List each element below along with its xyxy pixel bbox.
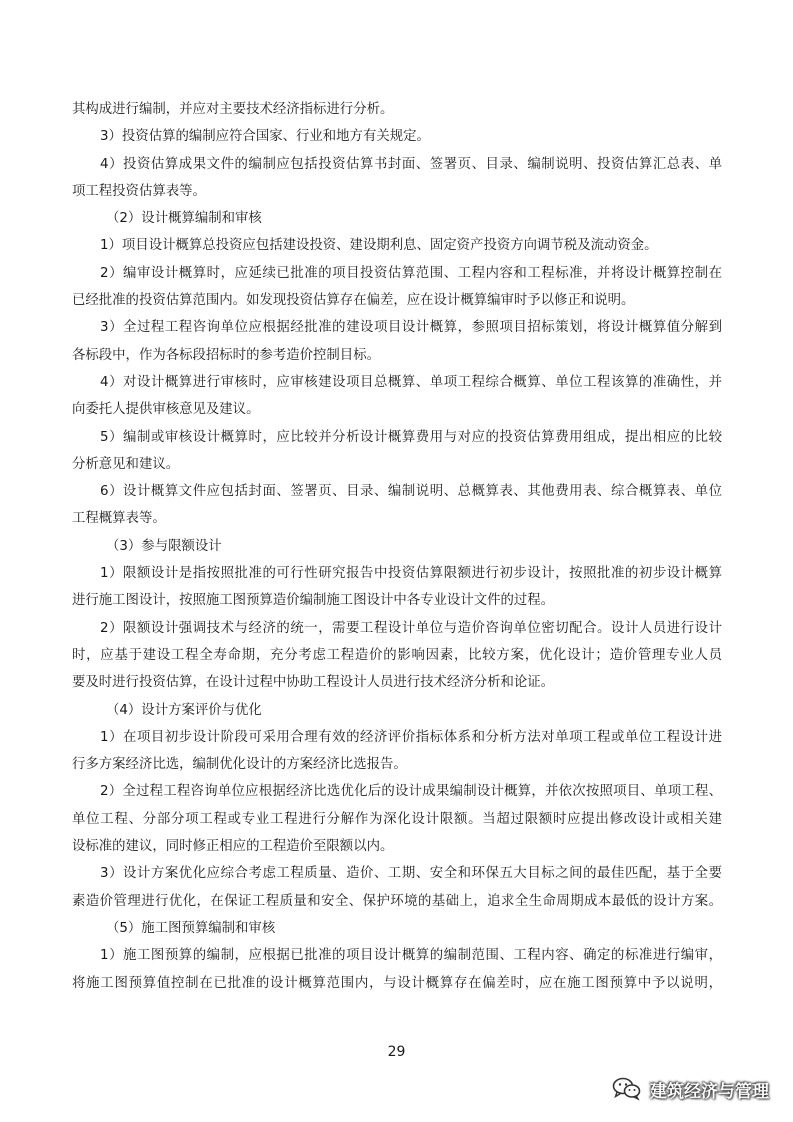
text-line: 4）对设计概算进行审核时，应审核建设项目总概算、单项工程综合概算、单位工程该算的准确性，并 <box>100 374 722 390</box>
text-line: 3）全过程工程咨询单位应根据经批准的建设项目设计概算，参照项目招标策划，将设计概算值分解到 <box>100 320 722 336</box>
text-line: 各标段中，作为各标段招标时的参考造价控制目标。 <box>72 347 380 363</box>
text-line: （5）施工图预算编制和审核 <box>106 920 276 936</box>
text-line: 1）在项目初步设计阶段可采用合理有效的经济评价指标体系和分析方法对单项工程或单位工程设计进 <box>100 729 722 745</box>
wechat-icon <box>612 1076 642 1102</box>
watermark <box>612 1074 769 1104</box>
text-line: 2）编审设计概算时，应延续已批准的项目投资估算范围、工程内容和工程标准，并将设计概算控制在 <box>100 265 722 281</box>
text-line: 3）设计方案优化应综合考虑工程质量、造价、工期、安全和环保五大目标之间的最佳匹配，基于全要 <box>100 866 722 882</box>
text-line: 行多方案经济比选，编制优化设计的方案经济比选报告。 <box>72 757 407 773</box>
text-line: 素造价管理进行优化，在保证工程质量和安全、保护环境的基础上，追求全生命周期成本最低的设计方案。 <box>72 893 722 909</box>
text-line: （4）设计方案评价与优化 <box>106 702 262 718</box>
text-line: 进行施工图设计，按照施工图预算造价编制施工图设计中各专业设计文件的过程。 <box>72 593 555 609</box>
text-line: 向委托人提供审核意见及建议。 <box>72 402 260 418</box>
text-line: 6）设计概算文件应包括封面、签署页、目录、编制说明、总概算表、其他费用表、综合概算表、单位 <box>100 484 722 500</box>
text-line: 2）限额设计强调技术与经济的统一，需要工程设计单位与造价咨询单位密切配合。设计人员进行设计 <box>100 620 722 636</box>
text-line: 4）投资估算成果文件的编制应包括投资估算书封面、签署页、目录、编制说明、投资估算汇总表、单 <box>100 156 722 172</box>
text-line: 将施工图预算值控制在已批准的设计概算范围内，与设计概算存在偏差时，应在施工图预算中予以说明， <box>72 975 722 991</box>
text-line: 其构成进行编制，并应对主要技术经济指标进行分析。 <box>72 102 394 117</box>
text-line: 单位工程、分部分项工程或专业工程进行分解作为深化设计限额。当超过限额时应提出修改设计或相关建 <box>72 811 722 827</box>
body-text <box>72 96 722 997</box>
text-line: 设标准的建议，同时修正相应的工程造价至限额以内。 <box>72 839 394 855</box>
text-line: 时，应基于建设工程全寿命期，充分考虑工程造价的影响因素，比较方案，优化设计；造价管理专业人员 <box>72 647 722 663</box>
text-line: 3）投资估算的编制应符合国家、行业和地方有关规定。 <box>100 129 430 145</box>
text-line: 1）项目设计概算总投资应包括建设投资、建设期利息、固定资产投资方向调节税及流动资金。 <box>100 238 658 254</box>
text-line: 项工程投资估算表等。 <box>72 183 206 199</box>
text-line: （3）参与限额设计 <box>106 538 222 554</box>
text-line: 要及时进行投资估算，在设计过程中协助工程设计人员进行技术经济分析和论证。 <box>72 675 555 691</box>
text-line: 1）施工图预算的编制，应根据已批准的项目设计概算的编制范围、工程内容、确定的标准进行编审， <box>100 948 722 964</box>
text-line: 2）全过程工程咨询单位应根据经济比选优化后的设计成果编制设计概算，并依次按照项目、单项工程、 <box>100 784 722 800</box>
watermark-text: 建筑经济与管理 <box>650 1081 769 1102</box>
text-line: 5）编制或审核设计概算时，应比较并分析设计概算费用与对应的投资估算费用组成，提出相应的比较 <box>100 429 722 445</box>
page-number: 29 <box>387 1044 406 1060</box>
text-line: （2）设计概算编制和审核 <box>106 211 262 227</box>
text-line: 工程概算表等。 <box>72 511 166 527</box>
text-line: 已经批准的投资估算范围内。如发现投资估算存在偏差，应在设计概算编审时予以修正和说明。 <box>72 293 635 309</box>
text-line: 1）限额设计是指按照批准的可行性研究报告中投资估算限额进行初步设计，按照批准的初步设计概算 <box>100 566 722 582</box>
text-line: 分析意见和建议。 <box>72 456 180 472</box>
